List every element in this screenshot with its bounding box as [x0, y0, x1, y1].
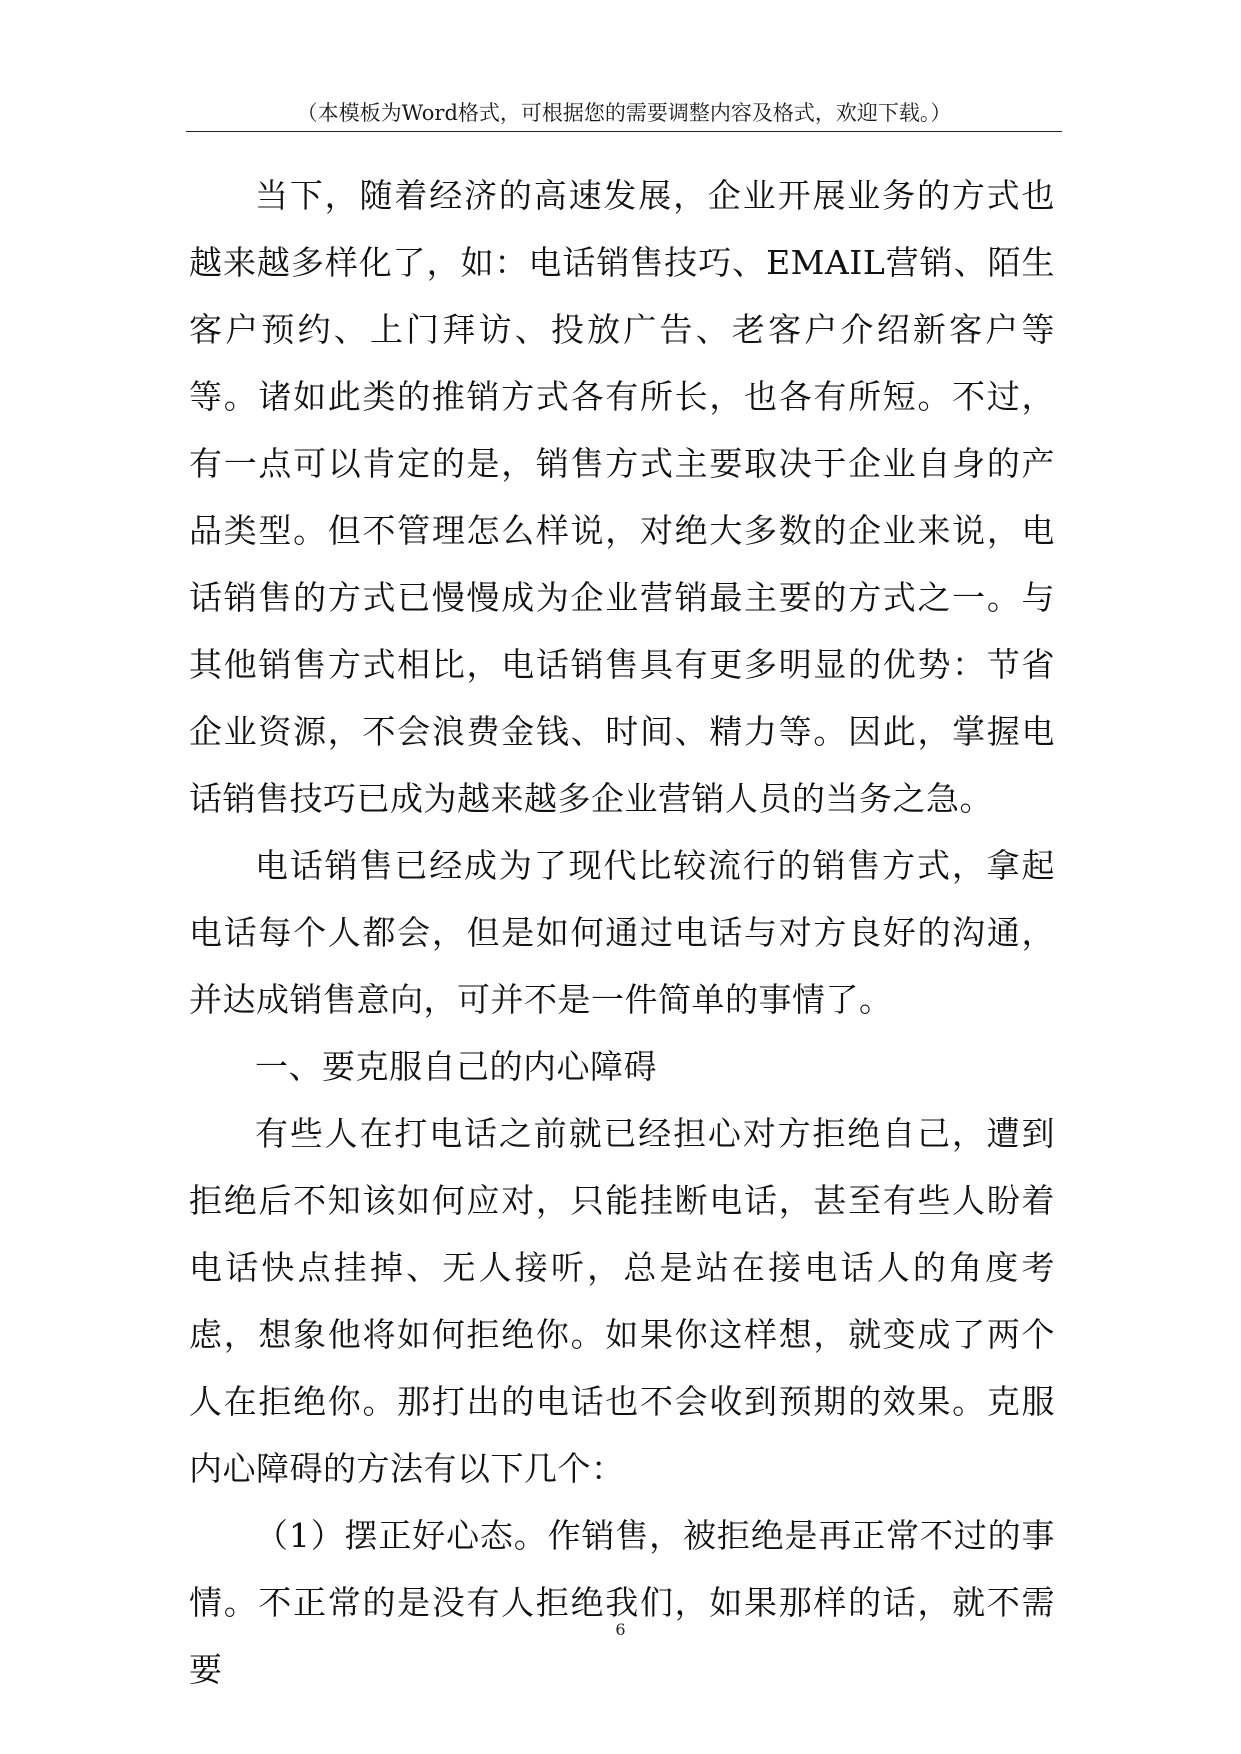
- paragraph-phone-sales: 电话销售已经成为了现代比较流行的销售方式，拿起电话每个人都会，但是如何通过电话与对方良好的沟通，并达成销售意向，可并不是一件简单的事情了。: [189, 846, 1055, 1019]
- paragraph-inner-barrier: 有些人在打电话之前就已经担心对方拒绝自己，遭到拒绝后不知该如何应对，只能挂断电话，甚至有些人盼着电话快点挂掉、无人接听，总是站在接电话人的角度考虑，想象他将如何拒绝你。如果你这样想，就变成了两个人在拒绝你。那打出的电话也不会收到预期的效果。克服内心障碍的方法有以下几个：: [189, 1114, 1055, 1488]
- header-notice: （本模板为Word格式，可根据您的需要调整内容及格式，欢迎下载。）: [296, 101, 952, 125]
- page-number: 6: [615, 1620, 626, 1639]
- section-heading-1: 一、要克服自己的内心障碍: [255, 1047, 657, 1086]
- header-divider: [186, 131, 1062, 132]
- document-body: [189, 162, 1055, 1703]
- paragraph-intro: 当下，随着经济的高速发展，企业开展业务的方式也越来越多样化了，如：电话销售技巧、EMAIL营销、陌生客户预约、上门拜访、投放广告、老客户介绍新客户等等。诸如此类的推销方式各有所长，也各有所短。不过，有一点可以肯定的是，销售方式主要取决于企业自身的产品类型。但不管理怎么样说，对绝大多数的企业来说，电话销售的方式已慢慢成为企业营销最主要的方式之一。与其他销售方式相比，电话销售具有更多明显的优势：节省企业资源，不会浪费金钱、时间、精力等。因此，掌握电话销售技巧已成为越来越多企业营销人员的当务之急。: [189, 176, 1055, 818]
- paragraph-item-1: （1）摆正好心态。作销售，被拒绝是再正常不过的事情。不正常的是没有人拒绝我们，如果那样的话，就不需要: [189, 1516, 1055, 1689]
